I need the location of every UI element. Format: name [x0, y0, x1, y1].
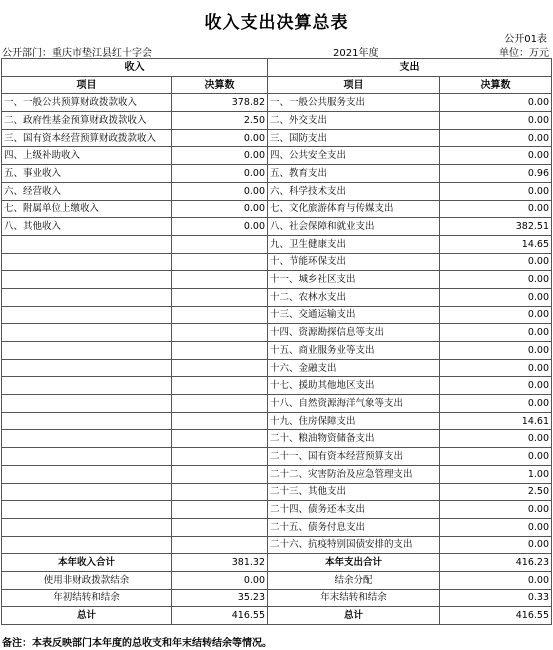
summary-row — [2, 571, 552, 589]
table-row — [2, 536, 552, 554]
summary-income-value: 416.55 — [172, 607, 268, 625]
expense-item-label: 十七、援助其他地区支出 — [268, 377, 440, 395]
income-item-value — [172, 483, 268, 501]
expense-item-label: 八、社会保障和就业支出 — [268, 218, 440, 236]
expense-item-label: 二十二、灾害防治及应急管理支出 — [268, 465, 440, 483]
expense-item-label: 二十一、国有资本经营预算支出 — [268, 448, 440, 466]
expense-item-label: 二十三、其他支出 — [268, 483, 440, 501]
summary-income-label: 年初结转和结余 — [2, 589, 172, 607]
expense-section-header: 支出 — [268, 59, 552, 77]
report-header — [0, 44, 553, 58]
expense-item-value: 382.51 — [440, 218, 552, 236]
income-item-label: 七、附属单位上缴收入 — [2, 200, 172, 218]
expense-item-label: 五、教育支出 — [268, 165, 440, 183]
income-item-value — [172, 359, 268, 377]
expense-item-value: 14.65 — [440, 235, 552, 253]
income-item-value — [172, 342, 268, 360]
income-item-value — [172, 235, 268, 253]
expense-item-label: 十、节能环保支出 — [268, 253, 440, 271]
income-item-label: 六、经营收入 — [2, 182, 172, 200]
income-item-label — [2, 501, 172, 519]
table-row — [2, 147, 552, 165]
expense-item-label: 一、一般公共服务支出 — [268, 94, 440, 112]
income-item-label — [2, 448, 172, 466]
income-item-label — [2, 430, 172, 448]
summary-expense-label: 本年支出合计 — [268, 554, 440, 572]
summary-income-label: 本年收入合计 — [2, 554, 172, 572]
summary-income-label: 使用非财政拨款结余 — [2, 571, 172, 589]
income-item-label — [2, 483, 172, 501]
expense-item-value: 0.00 — [440, 377, 552, 395]
expense-item-value: 14.61 — [440, 412, 552, 430]
table-row — [2, 271, 552, 289]
income-item-value: 2.50 — [172, 112, 268, 130]
expense-item-value: 0.00 — [440, 536, 552, 554]
income-item-label: 五、事业收入 — [2, 165, 172, 183]
income-item-value — [172, 430, 268, 448]
summary-row — [2, 589, 552, 607]
expense-item-value: 0.00 — [440, 518, 552, 536]
expense-amount-header: 决算数 — [440, 76, 552, 94]
summary-income-label: 总计 — [2, 607, 172, 625]
summary-row — [2, 607, 552, 625]
year-label: 2021年度 — [333, 48, 379, 59]
income-amount-header: 决算数 — [172, 76, 268, 94]
income-item-label — [2, 324, 172, 342]
expense-item-label: 二、外交支出 — [268, 112, 440, 130]
expense-item-value: 0.00 — [440, 200, 552, 218]
income-item-value: 0.00 — [172, 218, 268, 236]
table-row — [2, 465, 552, 483]
income-item-label — [2, 271, 172, 289]
expense-item-label: 十八、自然资源海洋气象等支出 — [268, 395, 440, 413]
expense-item-value: 0.96 — [440, 165, 552, 183]
summary-expense-value: 0.00 — [440, 571, 552, 589]
expense-item-header: 项目 — [268, 76, 440, 94]
summary-expense-label: 年末结转和结余 — [268, 589, 440, 607]
table-row — [2, 483, 552, 501]
expense-item-label: 二十四、债务还本支出 — [268, 501, 440, 519]
expense-item-label: 二十六、抗疫特别国债安排的支出 — [268, 536, 440, 554]
income-item-value: 0.00 — [172, 147, 268, 165]
income-item-value — [172, 324, 268, 342]
expense-item-label: 三、国防支出 — [268, 129, 440, 147]
expense-item-value: 0.00 — [440, 430, 552, 448]
form-code: 公开01表 — [504, 34, 547, 45]
expense-item-value: 0.00 — [440, 342, 552, 360]
income-item-value — [172, 518, 268, 536]
income-item-label — [2, 518, 172, 536]
summary-income-value: 35.23 — [172, 589, 268, 607]
summary-expense-label: 总计 — [268, 607, 440, 625]
table-row — [2, 129, 552, 147]
table-row — [2, 324, 552, 342]
table-row — [2, 165, 552, 183]
income-item-value — [172, 412, 268, 430]
table-row — [2, 342, 552, 360]
section-header-row — [2, 59, 552, 77]
income-item-label — [2, 235, 172, 253]
expense-item-value: 0.00 — [440, 448, 552, 466]
income-item-value: 0.00 — [172, 129, 268, 147]
income-item-value — [172, 271, 268, 289]
income-item-label: 一、一般公共预算财政拨款收入 — [2, 94, 172, 112]
expense-item-value: 0.00 — [440, 253, 552, 271]
income-item-value — [172, 448, 268, 466]
income-item-value: 0.00 — [172, 200, 268, 218]
expense-item-value: 2.50 — [440, 483, 552, 501]
table-row — [2, 288, 552, 306]
expense-item-value: 0.00 — [440, 182, 552, 200]
expense-item-label: 十三、交通运输支出 — [268, 306, 440, 324]
table-row — [2, 218, 552, 236]
income-item-label: 二、政府性基金预算财政拨款收入 — [2, 112, 172, 130]
footnote: 备注：本表反映部门本年度的总收支和年末结转结余等情况。 — [2, 638, 272, 649]
expense-item-value: 0.00 — [440, 324, 552, 342]
expense-item-value: 0.00 — [440, 271, 552, 289]
table-row — [2, 377, 552, 395]
table-row — [2, 359, 552, 377]
expense-item-value: 0.00 — [440, 306, 552, 324]
income-item-label — [2, 306, 172, 324]
income-item-value — [172, 306, 268, 324]
summary-expense-value: 416.23 — [440, 554, 552, 572]
table-row — [2, 430, 552, 448]
income-item-label — [2, 412, 172, 430]
table-row — [2, 94, 552, 112]
income-item-value — [172, 465, 268, 483]
income-item-value — [172, 377, 268, 395]
summary-income-value: 381.32 — [172, 554, 268, 572]
income-item-header: 项目 — [2, 76, 172, 94]
expense-item-value: 0.00 — [440, 94, 552, 112]
table-row — [2, 253, 552, 271]
expense-item-value: 0.00 — [440, 147, 552, 165]
column-header-row — [2, 76, 552, 94]
expense-item-label: 十四、资源勘探信息等支出 — [268, 324, 440, 342]
budget-table — [1, 58, 552, 625]
expense-item-value: 0.00 — [440, 501, 552, 519]
expense-item-label: 十一、城乡社区支出 — [268, 271, 440, 289]
income-item-label — [2, 536, 172, 554]
income-item-label: 四、上级补助收入 — [2, 147, 172, 165]
page-title: 收入支出决算总表 — [204, 13, 349, 33]
income-item-value: 378.82 — [172, 94, 268, 112]
table-row — [2, 518, 552, 536]
income-item-label: 三、国有资本经营预算财政拨款收入 — [2, 129, 172, 147]
income-item-value — [172, 501, 268, 519]
income-item-value: 0.00 — [172, 182, 268, 200]
expense-item-label: 十二、农林水支出 — [268, 288, 440, 306]
expense-item-label: 九、卫生健康支出 — [268, 235, 440, 253]
summary-expense-value: 416.55 — [440, 607, 552, 625]
summary-expense-label: 结余分配 — [268, 571, 440, 589]
expense-item-value: 0.00 — [440, 112, 552, 130]
table-row — [2, 395, 552, 413]
income-item-label — [2, 288, 172, 306]
table-row — [2, 448, 552, 466]
income-item-label: 八、其他收入 — [2, 218, 172, 236]
income-item-value — [172, 253, 268, 271]
income-item-label — [2, 377, 172, 395]
expense-item-value: 0.00 — [440, 129, 552, 147]
summary-income-value: 0.00 — [172, 571, 268, 589]
table-row — [2, 235, 552, 253]
summary-row — [2, 554, 552, 572]
table-row — [2, 200, 552, 218]
income-item-value — [172, 288, 268, 306]
expense-item-label: 十五、商业服务业等支出 — [268, 342, 440, 360]
expense-item-label: 六、科学技术支出 — [268, 182, 440, 200]
expense-item-label: 七、文化旅游体育与传媒支出 — [268, 200, 440, 218]
income-item-label — [2, 253, 172, 271]
expense-item-label: 二十、粮油物资储备支出 — [268, 430, 440, 448]
income-item-label — [2, 465, 172, 483]
table-row — [2, 306, 552, 324]
table-row — [2, 112, 552, 130]
table-row — [2, 501, 552, 519]
table-row — [2, 412, 552, 430]
income-item-label — [2, 359, 172, 377]
income-item-value: 0.00 — [172, 165, 268, 183]
income-item-label — [2, 395, 172, 413]
expense-item-value: 0.00 — [440, 288, 552, 306]
income-item-value — [172, 395, 268, 413]
expense-item-label: 四、公共安全支出 — [268, 147, 440, 165]
income-item-label — [2, 342, 172, 360]
table-row — [2, 182, 552, 200]
summary-expense-value: 0.33 — [440, 589, 552, 607]
income-section-header: 收入 — [2, 59, 268, 77]
income-item-value — [172, 536, 268, 554]
expense-item-value: 0.00 — [440, 395, 552, 413]
expense-item-label: 十九、住房保障支出 — [268, 412, 440, 430]
unit-label: 单位：万元 — [499, 48, 549, 59]
expense-item-label: 二十五、债务付息支出 — [268, 518, 440, 536]
expense-item-value: 1.00 — [440, 465, 552, 483]
expense-item-value: 0.00 — [440, 359, 552, 377]
expense-item-label: 十六、金融支出 — [268, 359, 440, 377]
department-label: 公开部门：重庆市垫江县红十字会 — [2, 48, 152, 59]
